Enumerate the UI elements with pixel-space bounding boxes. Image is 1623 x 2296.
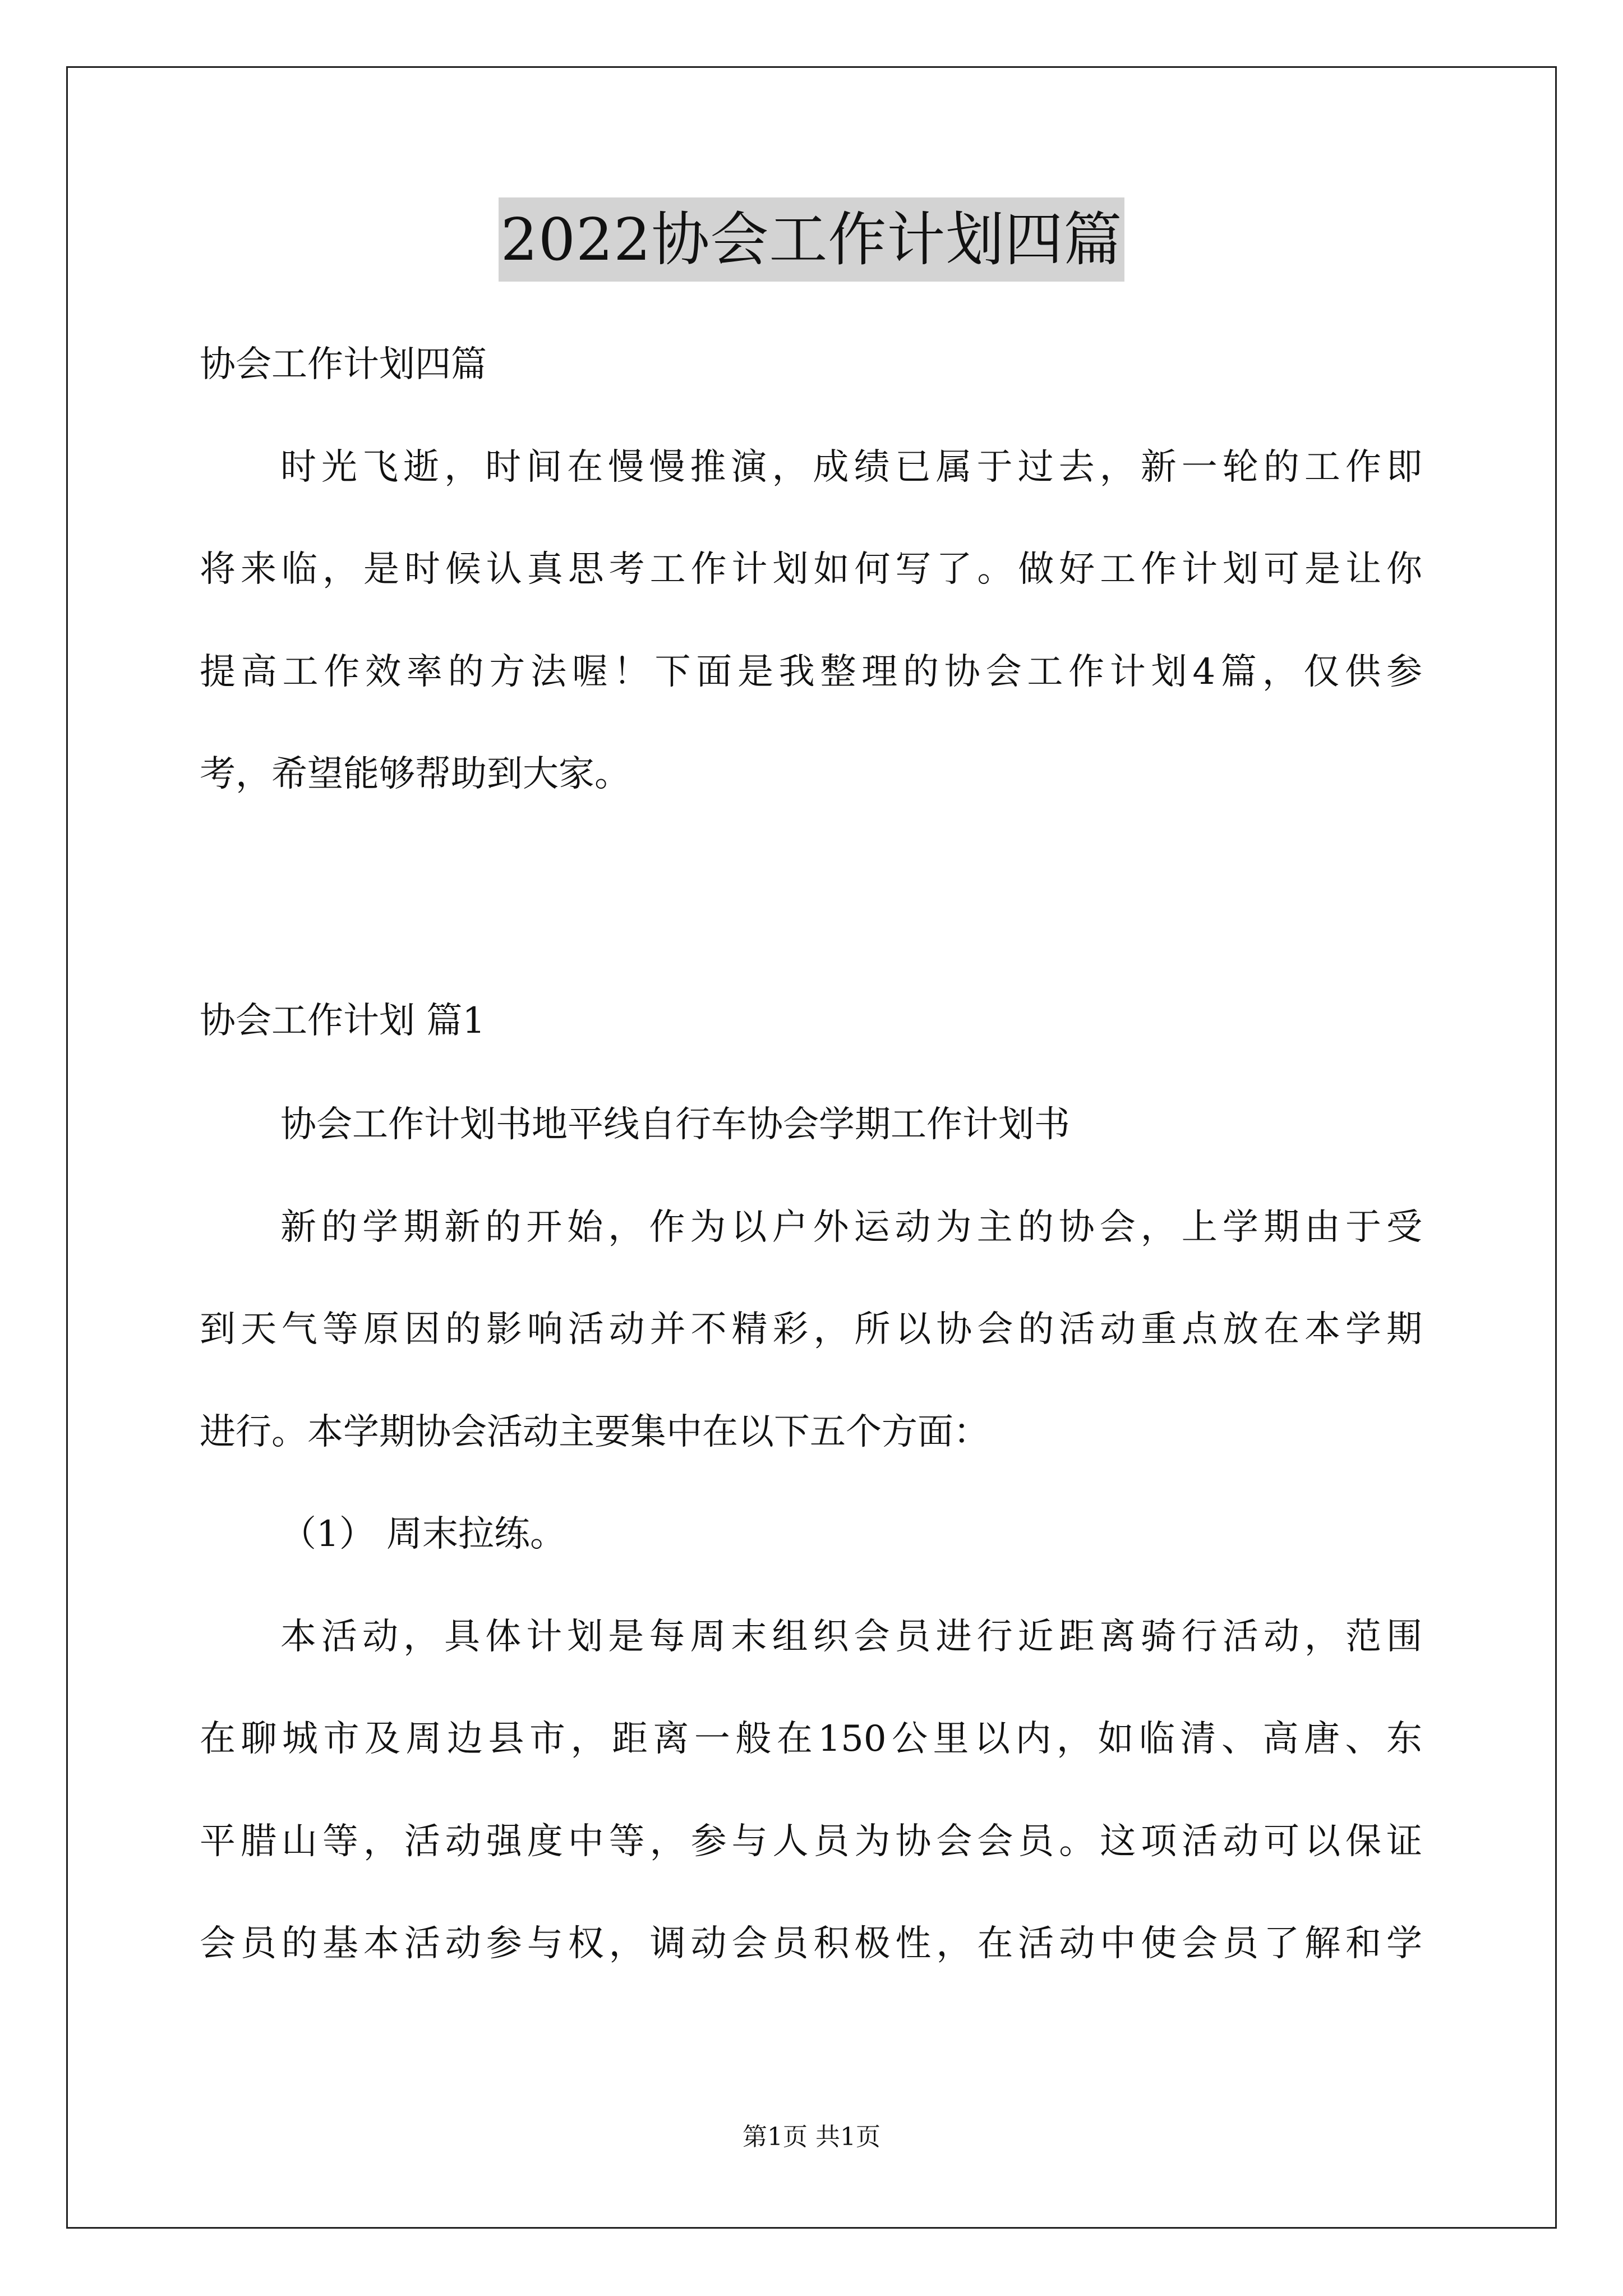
paragraph-line: 提高工作效率的方法喔！下面是我整理的协会工作计划4篇，仅供参 — [200, 651, 1422, 693]
paragraph-line: 平腊山等，活动强度中等，参与人员为协会会员。这项活动可以保证 — [200, 1821, 1422, 1862]
paragraph-line: 在聊城市及周边县市，距离一般在150公里以内，如临清、高唐、东 — [200, 1718, 1422, 1760]
paragraph-line: 会员的基本活动参与权，调动会员积极性，在活动中使会员了解和学 — [200, 1923, 1422, 1964]
doc-subtitle: 协会工作计划四篇 — [200, 344, 487, 385]
paragraph-line: 本活动，具体计划是每周末组织会员进行近距离骑行活动，范围 — [280, 1616, 1422, 1658]
title-container — [0, 197, 1623, 282]
paragraph-line: 将来临，是时候认真思考工作计划如何写了。做好工作计划可是让你 — [200, 549, 1422, 590]
list-item: （1） 周末拉练。 — [280, 1513, 566, 1555]
section-heading: 协会工作计划 篇1 — [200, 1000, 486, 1042]
paragraph-line: 新的学期新的开始，作为以户外运动为主的协会，上学期由于受 — [280, 1207, 1422, 1248]
paragraph-line: 协会工作计划书地平线自行车协会学期工作计划书 — [280, 1104, 1070, 1145]
paragraph-line: 进行。本学期协会活动主要集中在以下五个方面： — [200, 1411, 989, 1453]
paragraph-line: 考，希望能够帮助到大家。 — [200, 753, 630, 795]
document-title: 2022协会工作计划四篇 — [499, 197, 1125, 282]
paragraph-line: 到天气等原因的影响活动并不精彩，所以协会的活动重点放在本学期 — [200, 1309, 1422, 1350]
page-footer: 第1页 共1页 — [743, 2123, 880, 2151]
paragraph-line: 时光飞逝，时间在慢慢推演，成绩已属于过去，新一轮的工作即 — [280, 447, 1422, 488]
